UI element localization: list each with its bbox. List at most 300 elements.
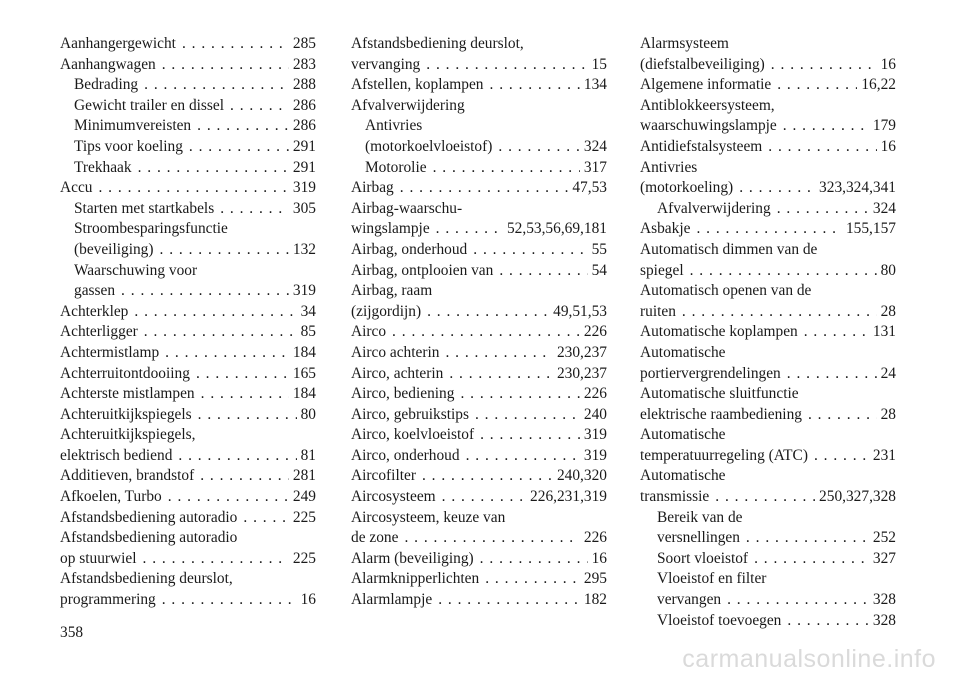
index-entry-term: (diefstalbeveiliging) — [640, 55, 765, 73]
leader-dots — [138, 75, 289, 96]
index-entry-term: Automatische — [640, 426, 726, 444]
index-entry — [640, 96, 896, 117]
leader-dots — [762, 137, 876, 158]
index-entry — [640, 55, 896, 76]
index-entry-term: Accu — [60, 179, 93, 197]
leader-dots — [474, 425, 580, 446]
index-entry — [640, 590, 896, 611]
index-entry-term: Afkoelen, Turbo — [60, 488, 162, 506]
index-entry-term: (zijgordijn) — [351, 302, 422, 320]
index-entry-term: gassen — [74, 282, 116, 300]
index-entry — [640, 199, 896, 220]
index-entry — [60, 508, 316, 529]
index-entry — [351, 466, 607, 487]
index-entry-term: Additieven, brandstof — [60, 467, 195, 485]
index-entry — [60, 590, 316, 611]
index-entry-term: Automatische — [640, 343, 726, 361]
index-entry — [60, 281, 316, 302]
index-entry-page: 327 — [872, 549, 896, 567]
leader-dots — [492, 137, 580, 158]
index-entry-page: 319 — [292, 282, 316, 300]
index-entry-term: Achterste mistlampen — [60, 385, 195, 403]
index-entry-term: Aircofilter — [351, 467, 416, 485]
index-entry — [640, 302, 896, 323]
index-entry-page: 319 — [583, 426, 607, 444]
index-entry-term: temperatuurregeling (ATC) — [640, 446, 808, 464]
index-entry — [351, 116, 607, 137]
watermark-text[interactable]: carmanualsonline.info — [682, 645, 936, 673]
index-entry-page: 231 — [872, 446, 896, 464]
leader-dots — [162, 487, 289, 508]
index-entry-term: Airco, onderhoud — [351, 446, 460, 464]
index-entry — [351, 55, 607, 76]
index-entry-page: 328 — [872, 591, 896, 609]
index-entry — [351, 528, 607, 549]
index-entry — [640, 405, 896, 426]
index-entry — [60, 322, 316, 343]
leader-dots — [192, 405, 297, 426]
index-entry-term: Alarm (beveiliging) — [351, 549, 474, 567]
index-entry-page: 225 — [292, 549, 316, 567]
index-entry-term: Aircosysteem — [351, 488, 436, 506]
leader-dots — [676, 302, 877, 323]
index-entry — [351, 178, 607, 199]
index-entry — [351, 384, 607, 405]
index-entry — [351, 487, 607, 508]
leader-dots — [436, 487, 526, 508]
index-entry — [640, 611, 896, 632]
index-entry-term: Trekhaak — [74, 158, 132, 176]
index-entry-page: 226 — [583, 323, 607, 341]
index-entry-page: 291 — [292, 137, 316, 155]
leader-dots — [115, 281, 289, 302]
index-entry-term: Stroombesparingsfunctie — [74, 220, 228, 238]
index-entry — [60, 199, 316, 220]
index-entry — [60, 219, 316, 240]
index-entry-term: Asbakje — [640, 220, 691, 238]
index-entry-page: 16 — [880, 55, 896, 73]
index-entry-page: 28 — [880, 302, 896, 320]
index-entry-term: Afstandsbediening autoradio — [60, 508, 238, 526]
index-entry-term: (beveiliging) — [74, 240, 154, 258]
index-entry — [640, 158, 896, 179]
index-entry — [60, 137, 316, 158]
leader-dots — [777, 116, 869, 137]
index-entry-page: 226 — [583, 385, 607, 403]
index-entry-term: Afvalverwijdering — [657, 199, 771, 217]
leader-dots — [469, 405, 580, 426]
index-entry-page: 155,157 — [845, 220, 896, 238]
leader-dots — [798, 322, 869, 343]
index-entry — [640, 384, 896, 405]
index-entry-term: programmering — [60, 591, 156, 609]
index-column-1 — [60, 34, 316, 611]
leader-dots — [214, 199, 289, 220]
index-entry-term: Airco achterin — [351, 343, 440, 361]
index-entry-page: 319 — [583, 446, 607, 464]
index-entry-page: 49,51,53 — [553, 302, 607, 320]
index-entry-page: 24 — [880, 364, 896, 382]
index-entry — [351, 96, 607, 117]
leader-dots — [416, 466, 553, 487]
leader-dots — [394, 178, 569, 199]
index-entry — [351, 322, 607, 343]
index-entry-page: 225 — [292, 508, 316, 526]
index-entry-page: 286 — [292, 96, 316, 114]
index-column-2 — [351, 34, 607, 611]
index-entry — [60, 96, 316, 117]
index-entry-page: 134 — [583, 76, 607, 94]
index-entry-term: de zone — [351, 529, 399, 547]
index-entry-term: spiegel — [640, 261, 684, 279]
index-entry — [60, 405, 316, 426]
index-entry — [351, 590, 607, 611]
index-entry-page: 249 — [292, 488, 316, 506]
leader-dots — [684, 261, 877, 282]
leader-dots — [432, 590, 580, 611]
index-entry-term: Automatisch openen van de — [640, 282, 812, 300]
index-entry — [60, 55, 316, 76]
index-entry-page: 291 — [292, 158, 316, 176]
index-entry — [60, 569, 316, 590]
index-entry-term: Aanhangwagen — [60, 55, 156, 73]
leader-dots — [740, 528, 869, 549]
leader-dots — [183, 137, 289, 158]
index-entry-term: Soort vloeistof — [657, 549, 749, 567]
index-entry-term: Afstandsbediening autoradio — [60, 529, 238, 547]
index-entry — [60, 487, 316, 508]
index-entry-term: Airbag, raam — [351, 282, 433, 300]
index-entry-term: Afvalverwijdering — [351, 96, 465, 114]
index-entry — [60, 549, 316, 570]
index-entry — [60, 343, 316, 364]
index-entry — [640, 425, 896, 446]
index-entry-term: Aanhangergewicht — [60, 35, 176, 52]
index-entry-page: 323,324,341 — [819, 179, 896, 197]
leader-dots — [156, 590, 297, 611]
index-entry-term: ruiten — [640, 302, 676, 320]
index-entry-term: Algemene informatie — [640, 76, 772, 94]
index-entry — [60, 466, 316, 487]
index-entry — [351, 364, 607, 385]
leader-dots — [138, 322, 297, 343]
index-entry-term: Alarmknipperlichten — [351, 570, 480, 588]
index-entry-page: 324 — [872, 199, 896, 217]
index-entry — [60, 528, 316, 549]
index-entry — [60, 364, 316, 385]
leader-dots — [386, 322, 580, 343]
index-entry-page: 226,231,319 — [530, 488, 607, 506]
index-entry-page: 15 — [591, 55, 607, 73]
leader-dots — [771, 75, 857, 96]
index-entry-term: Antivries — [365, 117, 423, 135]
index-entry — [640, 240, 896, 261]
index-entry-term: Automatische — [640, 467, 726, 485]
index-entry-page: 81 — [300, 446, 316, 464]
leader-dots — [128, 302, 296, 323]
index-entry-term: Automatische koplampen — [640, 323, 798, 341]
index-entry-page: 80 — [880, 261, 896, 279]
index-entry — [640, 466, 896, 487]
leader-dots — [430, 219, 503, 240]
index-entry — [640, 322, 896, 343]
index-entry-page: 85 — [300, 323, 316, 341]
index-entry-term: Afstandsbediening deurslot, — [351, 35, 524, 52]
index-entry — [640, 364, 896, 385]
index-entry — [351, 343, 607, 364]
index-entry — [351, 137, 607, 158]
index-entry-term: Afstellen, koplampen — [351, 76, 484, 94]
index-entry-term: Achterklep — [60, 302, 129, 320]
index-entry-term: Achtermistlamp — [60, 343, 160, 361]
leader-dots — [802, 405, 877, 426]
index-entry-page: 230,237 — [556, 364, 607, 382]
index-entry — [640, 261, 896, 282]
index-entry-page: 54 — [591, 261, 607, 279]
index-entry — [60, 178, 316, 199]
leader-dots — [765, 55, 877, 76]
index-entry — [640, 137, 896, 158]
leader-dots — [176, 34, 289, 55]
index-entry — [640, 528, 896, 549]
leader-dots — [172, 446, 296, 467]
index-column-3 — [640, 34, 896, 631]
index-entry — [60, 116, 316, 137]
index-entry-term: vervanging — [351, 55, 421, 73]
index-entry-term: Airbag-waarschu- — [351, 199, 463, 217]
index-entry — [351, 158, 607, 179]
index-entry — [640, 446, 896, 467]
index-entry-term: Antivries — [640, 158, 698, 176]
index-entry — [60, 240, 316, 261]
index-entry-page: 295 — [583, 570, 607, 588]
leader-dots — [479, 569, 580, 590]
index-entry — [60, 158, 316, 179]
index-entry — [640, 569, 896, 590]
index-entry-term: op stuurwiel — [60, 549, 137, 567]
index-entry-term: Automatische sluitfunctie — [640, 385, 799, 403]
leader-dots — [439, 343, 553, 364]
index-entry — [351, 219, 607, 240]
index-entry-term: Vloeistof toevoegen — [657, 611, 782, 629]
leader-dots — [748, 549, 869, 570]
index-entry — [351, 281, 607, 302]
index-entry-page: 288 — [292, 76, 316, 94]
index-entry-term: elektrische raambediening — [640, 405, 802, 423]
index-entry-term: vervangen — [657, 591, 722, 609]
index-entry — [351, 446, 607, 467]
index-entry — [640, 178, 896, 199]
index-entry-term: Achteruitkijkspiegels, — [60, 426, 196, 444]
leader-dots — [132, 158, 289, 179]
index-entry — [60, 75, 316, 96]
index-entry-page: 132 — [292, 240, 316, 258]
index-entry — [60, 446, 316, 467]
leader-dots — [709, 487, 815, 508]
index-entry-term: Bereik van de — [657, 508, 743, 526]
index-entry — [60, 302, 316, 323]
leader-dots — [195, 384, 289, 405]
index-entry-term: Airco, koelvloeistof — [351, 426, 475, 444]
leader-dots — [237, 508, 289, 529]
leader-dots — [194, 466, 289, 487]
index-entry — [640, 219, 896, 240]
index-entry — [640, 343, 896, 364]
index-entry — [640, 116, 896, 137]
index-entry-term: Alarmlampje — [351, 591, 433, 609]
index-entry-term: Tips voor koeling — [74, 137, 183, 155]
index-entry — [640, 34, 896, 55]
index-entry-term: waarschuwingslampje — [640, 117, 777, 135]
leader-dots — [484, 75, 580, 96]
leader-dots — [398, 528, 579, 549]
index-entry — [351, 261, 607, 282]
leader-dots — [781, 364, 877, 385]
leader-dots — [733, 178, 815, 199]
index-entry-term: Achterruitontdooiing — [60, 364, 190, 382]
index-entry — [351, 569, 607, 590]
index-entry-page: 226 — [583, 529, 607, 547]
index-entry-page: 328 — [872, 611, 896, 629]
index-entry-page: 165 — [292, 364, 316, 382]
index-entry-term: Airco — [351, 323, 387, 341]
index-entry-page: 324 — [583, 137, 607, 155]
index-entry-page: 131 — [872, 323, 896, 341]
index-entry-page: 179 — [872, 117, 896, 135]
index-entry — [351, 425, 607, 446]
leader-dots — [137, 549, 289, 570]
index-entry-page: 182 — [583, 591, 607, 609]
index-entry — [351, 199, 607, 220]
index-entry — [351, 549, 607, 570]
index-entry-term: Airbag, onderhoud — [351, 240, 468, 258]
index-entry-page: 285 — [292, 35, 316, 52]
index-entry-page: 281 — [292, 467, 316, 485]
index-entry-page: 80 — [300, 405, 316, 423]
index-entry — [351, 34, 607, 55]
index-entry-term: Achteruitkijkspiegels — [60, 405, 192, 423]
leader-dots — [443, 364, 553, 385]
leader-dots — [808, 446, 869, 467]
leader-dots — [690, 219, 842, 240]
index-entry-page: 28 — [880, 405, 896, 423]
index-entry-page: 47,53 — [572, 179, 607, 197]
index-entry-term: Waarschuwing voor — [74, 261, 198, 279]
leader-dots — [460, 446, 580, 467]
index-entry-page: 283 — [292, 55, 316, 73]
index-entry-page: 184 — [292, 385, 316, 403]
leader-dots — [427, 158, 580, 179]
index-entry-page: 52,53,56,69,181 — [506, 220, 607, 238]
page-number: 358 — [60, 624, 84, 641]
leader-dots — [92, 178, 288, 199]
index-entry-page: 34 — [300, 302, 316, 320]
index-entry-term: Afstandsbediening deurslot, — [60, 570, 233, 588]
index-entry-term: Antidiefstalsysteem — [640, 137, 763, 155]
index-entry — [640, 549, 896, 570]
index-entry-term: Achterligger — [60, 323, 138, 341]
index-entry-term: Alarmsysteem — [640, 35, 729, 52]
index-entry-page: 230,237 — [556, 343, 607, 361]
index-entry — [60, 34, 316, 55]
index-entry-page: 16 — [591, 549, 607, 567]
index-entry-term: Motorolie — [365, 158, 427, 176]
index-entry-term: (motorkoeling) — [640, 179, 734, 197]
index-entry — [351, 405, 607, 426]
index-entry-term: Antiblokkeersysteem, — [640, 96, 775, 114]
index-entry-term: Starten met startkabels — [74, 199, 215, 217]
index-entry-term: transmissie — [640, 488, 710, 506]
index-entry-term: portiervergrendelingen — [640, 364, 781, 382]
leader-dots — [420, 55, 587, 76]
index-entry — [351, 240, 607, 261]
index-entry — [351, 302, 607, 323]
index-entry — [60, 261, 316, 282]
leader-dots — [781, 611, 869, 632]
index-entry — [640, 281, 896, 302]
index-entry-term: Automatisch dimmen van de — [640, 240, 818, 258]
index-entry-term: Airco, gebruikstips — [351, 405, 469, 423]
index-entry — [351, 75, 607, 96]
index-entry-term: elektrisch bediend — [60, 446, 173, 464]
leader-dots — [721, 590, 869, 611]
leader-dots — [156, 55, 289, 76]
leader-dots — [154, 240, 289, 261]
leader-dots — [190, 364, 289, 385]
index-entry-term: wingslampje — [351, 220, 430, 238]
index-entry — [60, 425, 316, 446]
index-entry-page: 240,320 — [556, 467, 607, 485]
index-entry-term: Gewicht trailer en dissel — [74, 96, 225, 114]
index-entry-page: 250,327,328 — [819, 488, 896, 506]
leader-dots — [191, 116, 289, 137]
index-entry-term: Minimumvereisten — [74, 117, 192, 135]
leader-dots — [454, 384, 579, 405]
index-entry-term: Aircosysteem, keuze van — [351, 508, 506, 526]
leader-dots — [474, 549, 588, 570]
index-entry-term: Airco, bediening — [351, 385, 455, 403]
index-entry-term: Vloeistof en filter — [657, 570, 767, 588]
leader-dots — [493, 261, 587, 282]
index-entry-term: Bedrading — [74, 76, 139, 94]
index-entry-page: 184 — [292, 343, 316, 361]
leader-dots — [159, 343, 289, 364]
leader-dots — [771, 199, 869, 220]
index-entry-page: 305 — [292, 199, 316, 217]
index-entry-page: 252 — [872, 529, 896, 547]
index-entry-page: 286 — [292, 117, 316, 135]
index-entry-page: 319 — [292, 179, 316, 197]
index-entry-term: (motorkoelvloeistof) — [365, 137, 493, 155]
index-entry-page: 16 — [880, 137, 896, 155]
leader-dots — [224, 96, 289, 117]
index-entry-page: 16 — [300, 591, 316, 609]
index-entry-term: Airbag — [351, 179, 394, 197]
index-entry — [640, 75, 896, 96]
leader-dots — [467, 240, 587, 261]
index-entry — [351, 508, 607, 529]
index-entry-page: 317 — [583, 158, 607, 176]
index-entry-term: Airco, achterin — [351, 364, 444, 382]
index-entry-page: 16,22 — [861, 76, 896, 94]
index-entry — [640, 487, 896, 508]
index-entry — [60, 384, 316, 405]
index-entry — [640, 508, 896, 529]
leader-dots — [421, 302, 549, 323]
index-entry-page: 240 — [583, 405, 607, 423]
index-entry-term: versnellingen — [657, 529, 740, 547]
index-entry-term: Airbag, ontplooien van — [351, 261, 494, 279]
